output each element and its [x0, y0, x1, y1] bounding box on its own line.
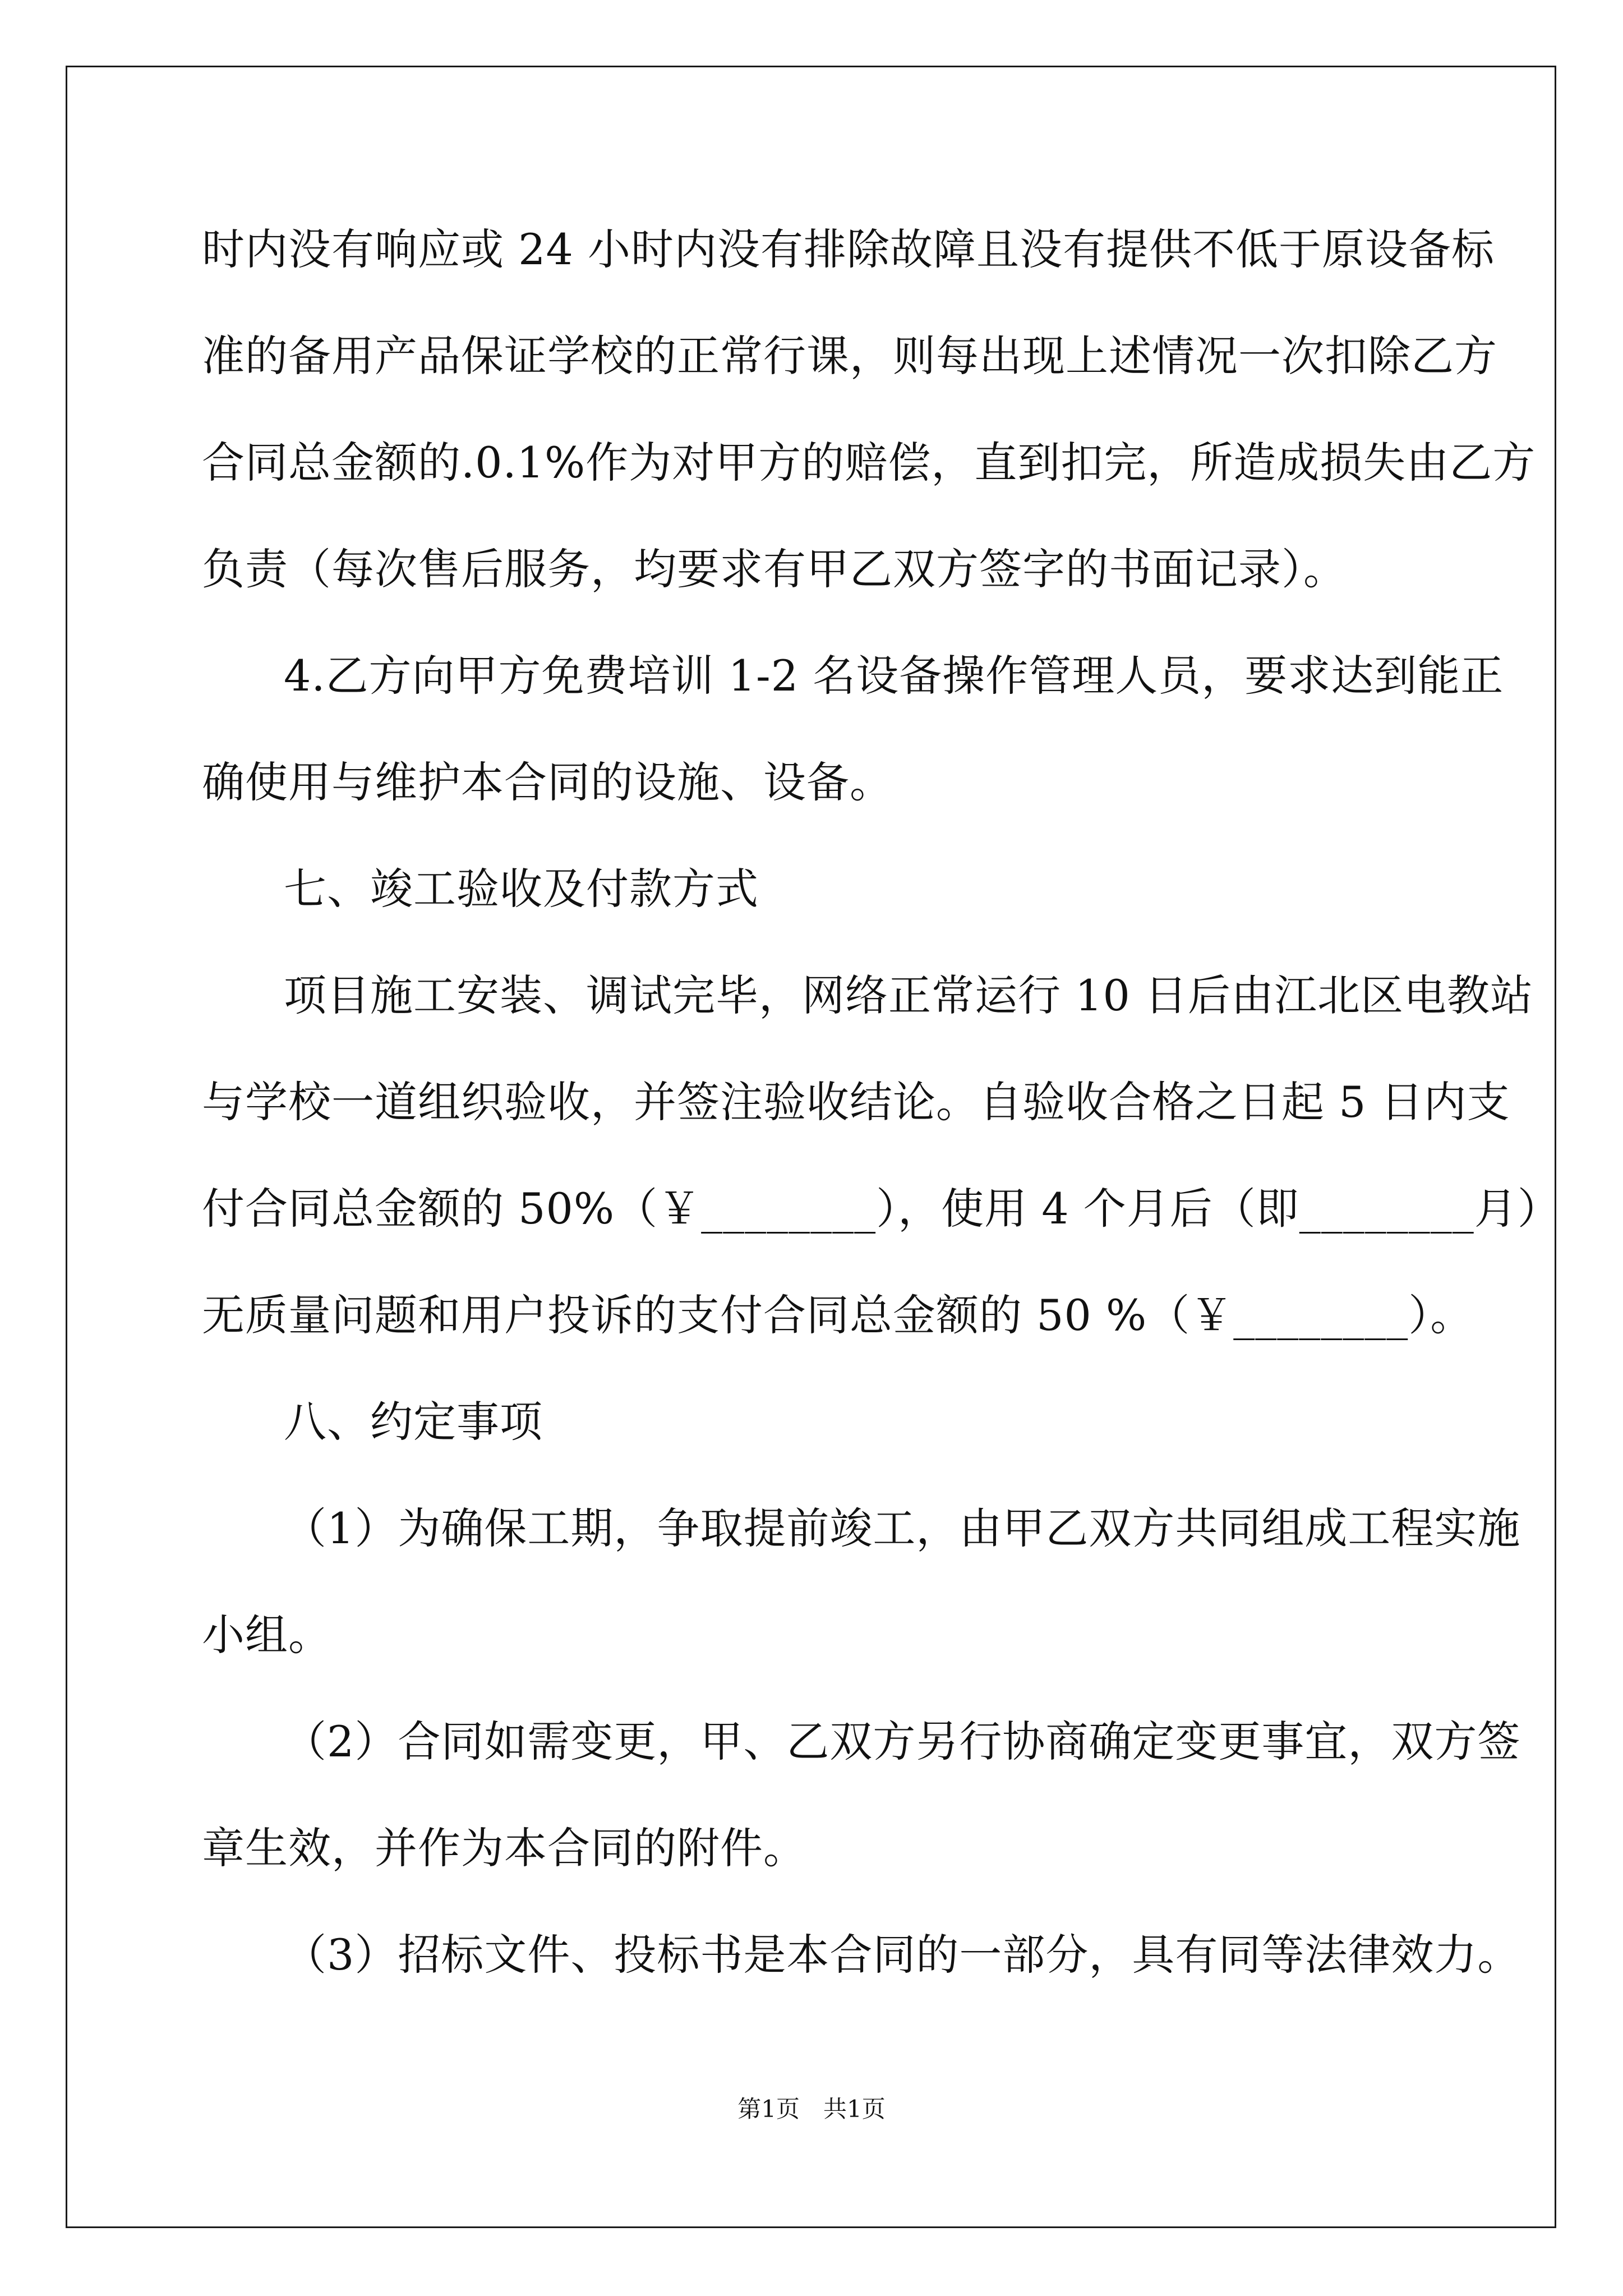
text-line: 合同总金额的.0.1%作为对甲方的赔偿，直到扣完，所造成损失由乙方 [202, 438, 1536, 487]
text-line: （1）为确保工期，争取提前竣工，由甲乙双方共同组成工程实施 [284, 1503, 1521, 1553]
text-line: 准的备用产品保证学校的正常行课，则每出现上述情况一次扣除乙方 [202, 331, 1497, 381]
text-line: 项目施工安装、调试完毕，网络正常运行 10 日后由江北区电教站 [284, 970, 1534, 1020]
text-line: 负责（每次售后服务，均要求有甲乙双方签字的书面记录）。 [202, 544, 1347, 594]
text-line: 付合同总金额的 50%（￥________），使用 4 个月后（即________月） [202, 1184, 1561, 1234]
text-line: （3）招标文件、投标书是本合同的一部分，具有同等法律效力。 [284, 1930, 1521, 1980]
text-line: 时内没有响应或 24 小时内没有排除故障且没有提供不低于原设备标 [202, 224, 1495, 274]
text-line: 4.乙方向甲方免费培训 1-2 名设备操作管理人员，要求达到能正 [284, 651, 1504, 701]
text-line: （2）合同如需变更，甲、乙双方另行协商确定变更事宜，双方签 [284, 1717, 1521, 1766]
text-line: 小组。 [202, 1610, 331, 1660]
text-line: 确使用与维护本合同的设施、设备。 [202, 757, 893, 807]
section-heading: 八、约定事项 [284, 1397, 543, 1447]
text-line: 无质量问题和用户投诉的支付合同总金额的 50 %（￥________）。 [202, 1290, 1474, 1340]
section-heading: 七、竣工验收及付款方式 [284, 864, 759, 914]
text-line: 与学校一道组织验收，并签注验收结论。自验收合格之日起 5 日内支 [202, 1077, 1510, 1127]
page-number-footer: 第1页 共1页 [737, 2095, 886, 2123]
text-line: 章生效，并作为本合同的附件。 [202, 1823, 806, 1873]
